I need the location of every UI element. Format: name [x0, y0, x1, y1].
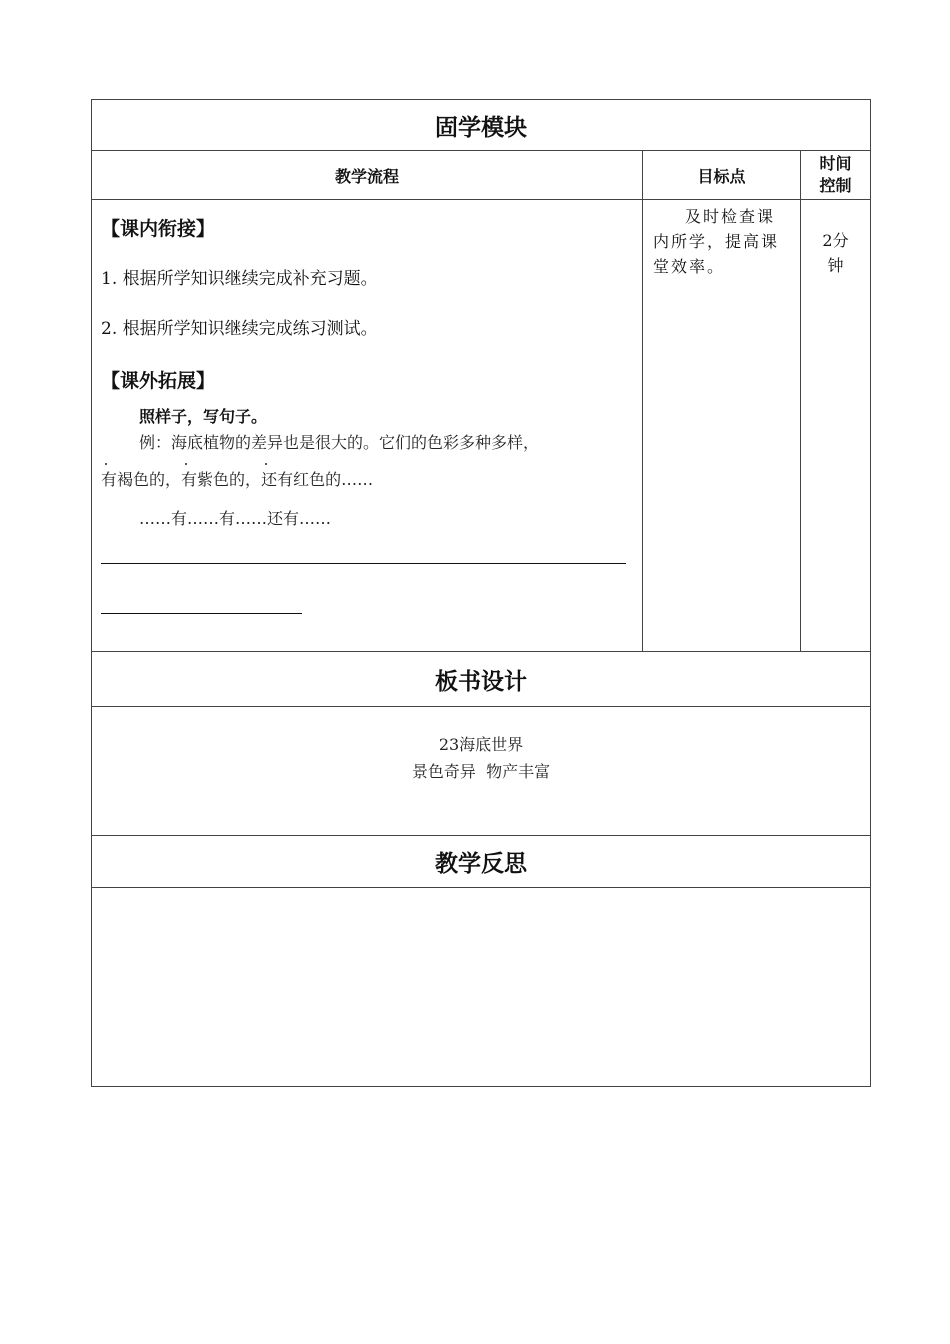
example-line-1: 例：海底植物的差异也是很大的。它们的色彩多种多样， — [139, 433, 540, 452]
time-value-line1: 2分 — [822, 231, 849, 250]
reflection-area[interactable] — [92, 888, 871, 1087]
answer-line-1[interactable] — [101, 563, 626, 564]
task-instruction: 照样子，写句子。 — [139, 407, 268, 426]
emphasis-hai: 还 — [261, 470, 278, 489]
example-part-purple: 紫色的， — [197, 470, 262, 489]
board-line-2: 景色奇异 物产丰富 — [411, 762, 551, 781]
module-title: 固学模块 — [92, 100, 871, 151]
example-line-2 — [101, 467, 634, 490]
example-part-red: 有红色的…… — [277, 470, 374, 489]
board-content-row — [92, 707, 871, 836]
module-title-row — [92, 100, 871, 151]
answer-line-2[interactable] — [101, 613, 302, 614]
column-header-row — [92, 151, 871, 200]
time-value-line2: 钟 — [827, 256, 844, 275]
goal-header: 目标点 — [643, 151, 801, 200]
reflection-content-row — [92, 888, 871, 1087]
reflection-title-row — [92, 836, 871, 888]
board-title-row — [92, 652, 871, 707]
time-header-line2: 控制 — [819, 176, 852, 195]
board-line-1: 23海底世界 — [438, 735, 524, 754]
emphasis-you-1: 有 — [101, 470, 118, 489]
sentence-pattern: ……有……有……还有…… — [139, 509, 332, 528]
board-title: 板书设计 — [92, 652, 871, 707]
lesson-plan-table — [91, 99, 871, 1087]
flow-cell — [92, 200, 643, 652]
flow-header: 教学流程 — [92, 151, 643, 200]
example-part-brown: 褐色的， — [117, 470, 182, 489]
reflection-title: 教学反思 — [92, 836, 871, 888]
in-class-heading: 【课内衔接】 — [101, 218, 216, 240]
extension-heading: 【课外拓展】 — [101, 370, 216, 392]
goal-cell: 及时检查课内所学，提高课堂效率。 — [643, 200, 801, 652]
exercise-1: 1. 根据所学知识继续完成补充习题。 — [101, 269, 378, 289]
time-cell — [801, 200, 871, 652]
time-header — [801, 151, 871, 200]
board-content — [92, 707, 871, 836]
exercise-2: 2. 根据所学知识继续完成练习测试。 — [101, 319, 378, 339]
emphasis-you-2: 有 — [181, 470, 198, 489]
content-row — [92, 200, 871, 652]
time-header-line1: 时间 — [819, 154, 852, 173]
